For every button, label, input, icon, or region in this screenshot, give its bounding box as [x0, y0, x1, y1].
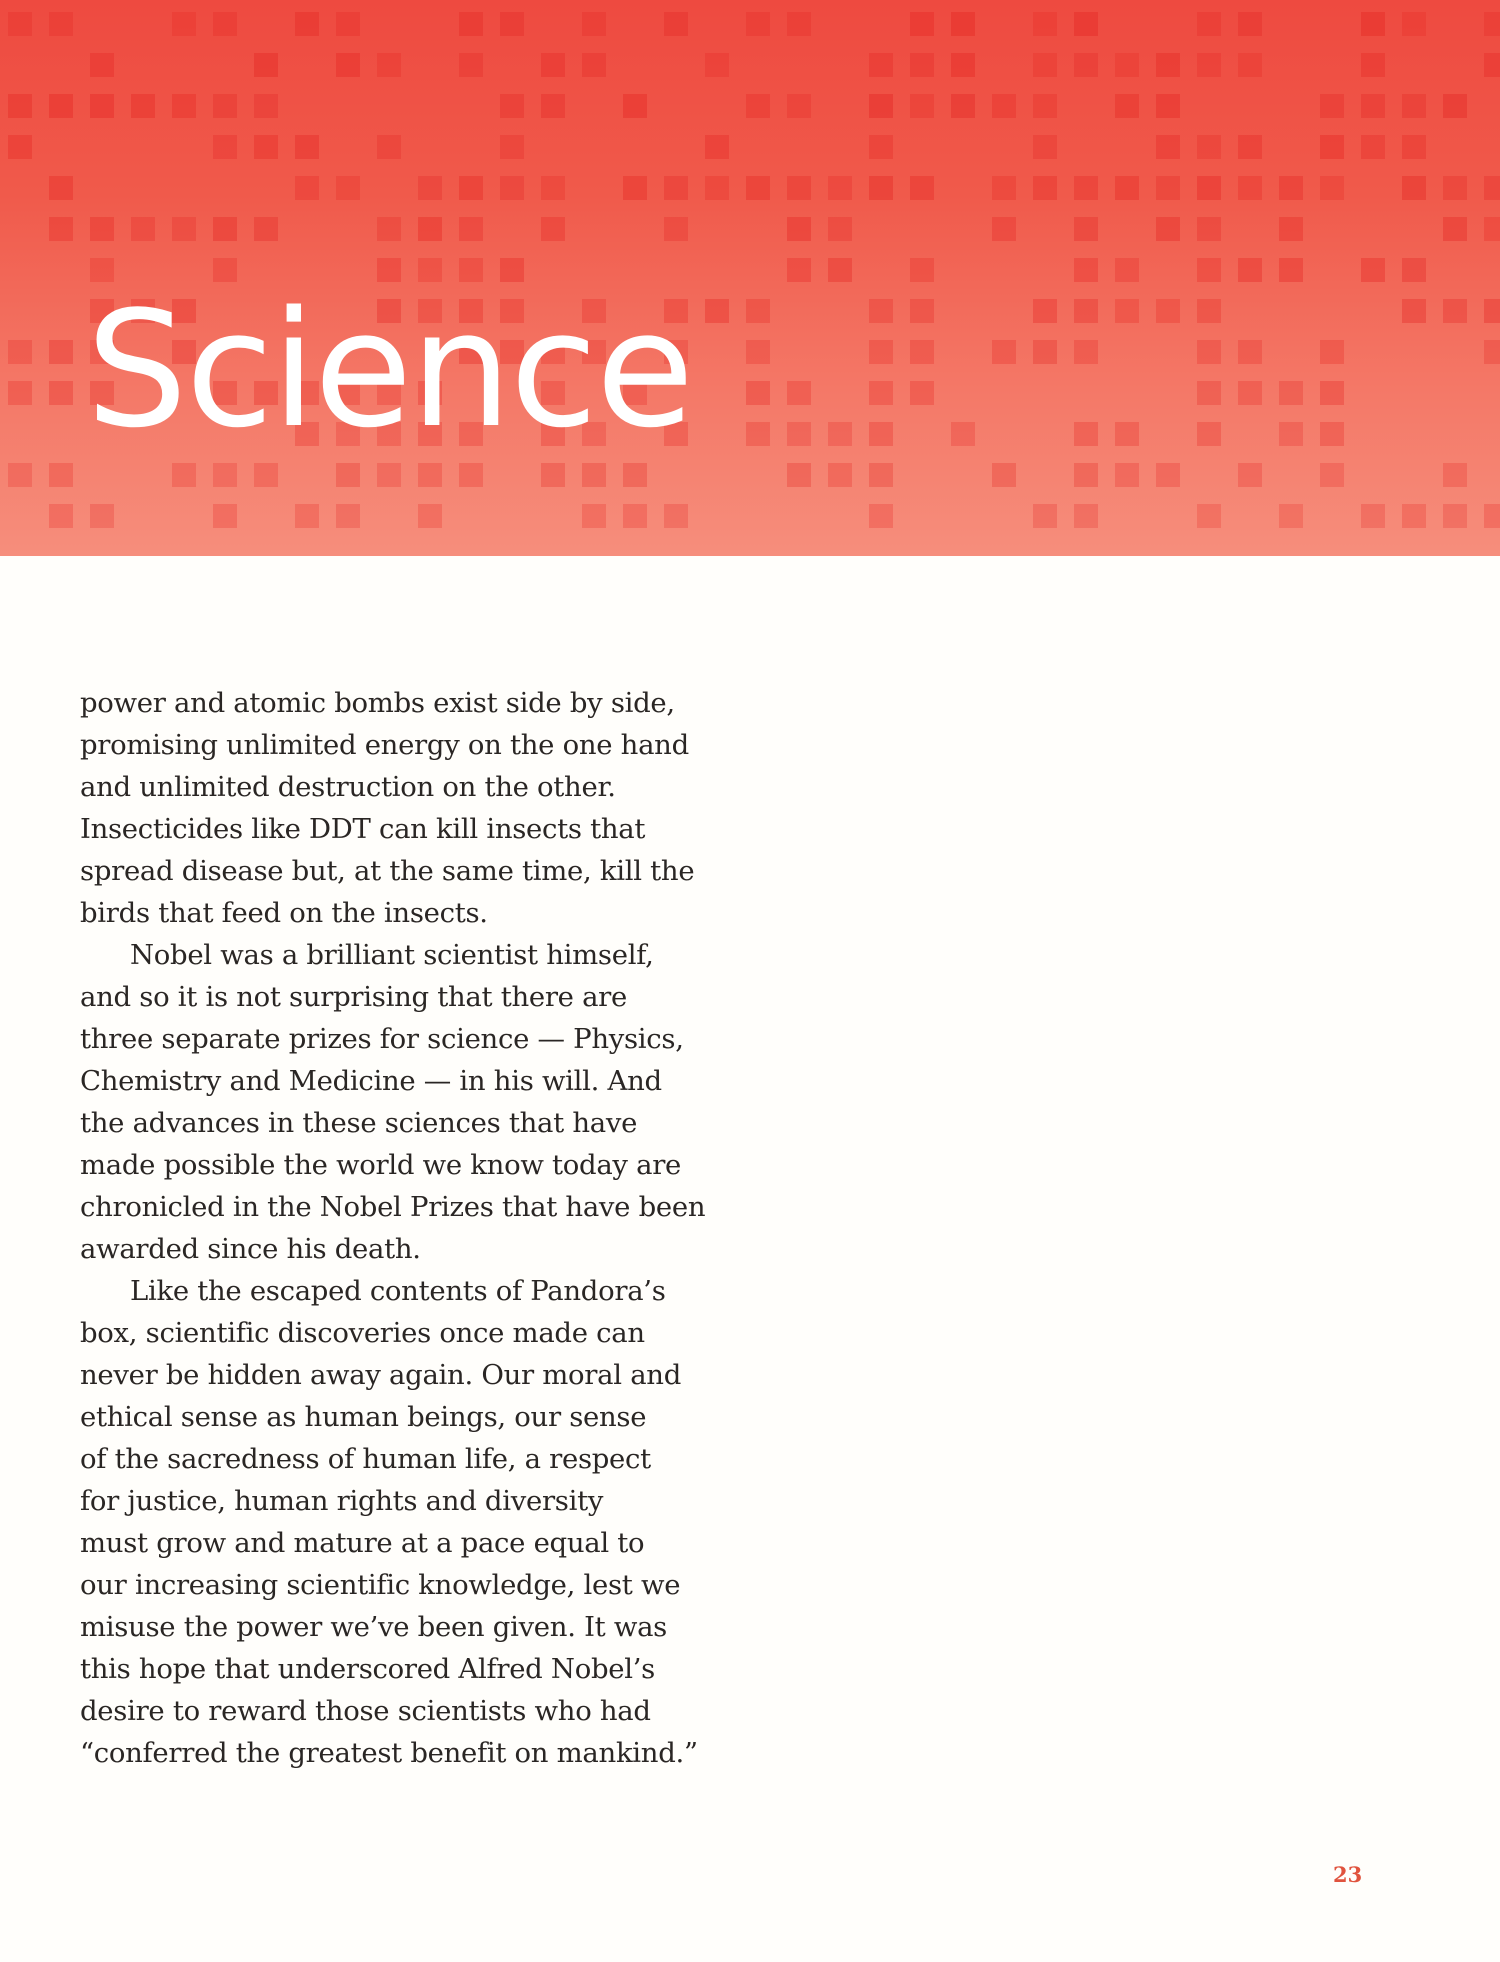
pattern-square [254, 217, 278, 241]
pattern-square [254, 463, 278, 487]
pattern-square [1156, 135, 1180, 159]
pattern-square [213, 504, 237, 528]
pattern-square [910, 94, 934, 118]
pattern-square [213, 135, 237, 159]
pattern-square [910, 340, 934, 364]
pattern-square [623, 504, 647, 528]
pattern-square [49, 504, 73, 528]
pattern-square [172, 94, 196, 118]
pattern-square [1238, 340, 1262, 364]
pattern-square [377, 135, 401, 159]
pattern-square [1115, 176, 1139, 200]
pattern-square [1033, 53, 1057, 77]
pattern-square [1361, 504, 1385, 528]
pattern-square [8, 463, 32, 487]
pattern-square [623, 176, 647, 200]
pattern-square [500, 135, 524, 159]
pattern-square [336, 176, 360, 200]
pattern-square [1279, 258, 1303, 282]
pattern-square [1443, 217, 1467, 241]
pattern-square [582, 53, 606, 77]
pattern-square [828, 217, 852, 241]
pattern-square [500, 12, 524, 36]
pattern-square [664, 504, 688, 528]
paragraph-1: power and atomic bombs exist side by side, promising unlimited energy on the one hand and unlimited destruction on the other. Insecticides like DDT can kill insects that spread disease but, at the same time, kill the birds that feed on the insects. [80, 687, 695, 929]
pattern-square [828, 422, 852, 446]
pattern-square [1238, 381, 1262, 405]
pattern-square [1443, 299, 1467, 323]
pattern-square [1074, 258, 1098, 282]
pattern-square [1156, 94, 1180, 118]
pattern-square [869, 340, 893, 364]
pattern-square [336, 504, 360, 528]
pattern-square [500, 94, 524, 118]
paragraph-2: Nobel was a brilliant scientist himself, and so it is not surprising that there are three separate prizes for science — Physics, Chemistry and Medicine — in his will. And the advances in these sciences that have made possible the world we know today are chronicled in the Nobel Prizes that have been awarded since his death. [80, 939, 706, 1265]
pattern-square [869, 53, 893, 77]
pattern-square [336, 12, 360, 36]
pattern-square [1197, 53, 1221, 77]
pattern-square [1238, 135, 1262, 159]
pattern-square [1484, 217, 1500, 241]
pattern-square [623, 94, 647, 118]
pattern-square [1402, 504, 1426, 528]
pattern-square [1320, 340, 1344, 364]
pattern-square [1197, 217, 1221, 241]
pattern-square [787, 422, 811, 446]
pattern-square [459, 12, 483, 36]
pattern-square [1484, 504, 1500, 528]
pattern-square [1074, 463, 1098, 487]
header-banner [0, 0, 1500, 556]
pattern-square [254, 53, 278, 77]
pattern-square [664, 176, 688, 200]
pattern-square [746, 422, 770, 446]
pattern-square [664, 217, 688, 241]
pattern-square [377, 53, 401, 77]
pattern-square [1238, 53, 1262, 77]
pattern-square [1115, 299, 1139, 323]
pattern-square [1279, 504, 1303, 528]
pattern-square [1033, 12, 1057, 36]
pattern-square [1197, 258, 1221, 282]
pattern-square [8, 94, 32, 118]
pattern-square [1033, 94, 1057, 118]
pattern-square [992, 217, 1016, 241]
pattern-square [992, 176, 1016, 200]
pattern-square [1074, 53, 1098, 77]
pattern-square [1361, 12, 1385, 36]
pattern-square [992, 463, 1016, 487]
pattern-square [1279, 381, 1303, 405]
pattern-square [910, 299, 934, 323]
pattern-square [1443, 176, 1467, 200]
page-number: 23 [1333, 1862, 1363, 1887]
page-title: Science [86, 276, 693, 463]
pattern-square [951, 94, 975, 118]
pattern-square [90, 217, 114, 241]
pattern-square [1361, 258, 1385, 282]
pattern-square [213, 217, 237, 241]
pattern-square [418, 504, 442, 528]
pattern-square [1320, 94, 1344, 118]
pattern-square [705, 299, 729, 323]
pattern-square [869, 504, 893, 528]
pattern-square [705, 176, 729, 200]
pattern-square [295, 12, 319, 36]
pattern-square [49, 176, 73, 200]
pattern-square [746, 299, 770, 323]
pattern-square [1361, 53, 1385, 77]
pattern-square [1443, 463, 1467, 487]
pattern-square [869, 299, 893, 323]
pattern-square [1115, 258, 1139, 282]
pattern-square [49, 463, 73, 487]
pattern-square [910, 258, 934, 282]
pattern-square [1238, 12, 1262, 36]
pattern-square [1361, 135, 1385, 159]
pattern-square [1156, 53, 1180, 77]
pattern-square [664, 12, 688, 36]
pattern-square [1197, 381, 1221, 405]
pattern-square [1402, 135, 1426, 159]
pattern-square [213, 94, 237, 118]
pattern-square [1074, 299, 1098, 323]
pattern-square [746, 176, 770, 200]
pattern-square [1402, 176, 1426, 200]
pattern-square [541, 176, 565, 200]
pattern-square [1074, 217, 1098, 241]
pattern-square [541, 94, 565, 118]
pattern-square [869, 176, 893, 200]
pattern-square [1074, 12, 1098, 36]
pattern-square [910, 381, 934, 405]
pattern-square [49, 12, 73, 36]
pattern-square [213, 12, 237, 36]
pattern-square [459, 176, 483, 200]
pattern-square [459, 463, 483, 487]
pattern-square [1074, 340, 1098, 364]
pattern-square [1033, 135, 1057, 159]
pattern-square [1402, 12, 1426, 36]
pattern-square [131, 94, 155, 118]
pattern-square [1484, 12, 1500, 36]
pattern-square [8, 340, 32, 364]
pattern-square [746, 12, 770, 36]
pattern-square [705, 135, 729, 159]
pattern-square [582, 504, 606, 528]
pattern-square [582, 463, 606, 487]
pattern-square [459, 53, 483, 77]
pattern-square [172, 463, 196, 487]
pattern-square [541, 53, 565, 77]
pattern-square [1115, 53, 1139, 77]
pattern-square [1320, 381, 1344, 405]
pattern-square [1033, 176, 1057, 200]
article-body [80, 682, 740, 1774]
pattern-square [1320, 176, 1344, 200]
pattern-square [1033, 504, 1057, 528]
pattern-square [1156, 299, 1180, 323]
pattern-square [623, 463, 647, 487]
pattern-square [746, 381, 770, 405]
pattern-square [705, 53, 729, 77]
pattern-square [49, 381, 73, 405]
pattern-square [1156, 463, 1180, 487]
pattern-square [828, 463, 852, 487]
pattern-square [1443, 94, 1467, 118]
pattern-square [418, 176, 442, 200]
pattern-square [1197, 299, 1221, 323]
pattern-square [1115, 422, 1139, 446]
pattern-square [1156, 176, 1180, 200]
pattern-square [1402, 258, 1426, 282]
pattern-square [90, 94, 114, 118]
pattern-square [8, 381, 32, 405]
pattern-square [1402, 299, 1426, 323]
pattern-square [254, 94, 278, 118]
pattern-square [1074, 176, 1098, 200]
pattern-square [992, 94, 1016, 118]
pattern-square [869, 94, 893, 118]
pattern-square [1279, 217, 1303, 241]
pattern-square [1484, 53, 1500, 77]
pattern-square [1484, 176, 1500, 200]
pattern-square [8, 135, 32, 159]
pattern-square [951, 422, 975, 446]
pattern-square [1074, 504, 1098, 528]
pattern-square [541, 463, 565, 487]
pattern-square [49, 217, 73, 241]
pattern-square [500, 176, 524, 200]
pattern-square [869, 422, 893, 446]
pattern-square [910, 176, 934, 200]
pattern-square [1320, 422, 1344, 446]
pattern-square [869, 135, 893, 159]
pattern-square [1279, 176, 1303, 200]
pattern-square [254, 135, 278, 159]
pattern-square [828, 176, 852, 200]
pattern-square [377, 217, 401, 241]
pattern-square [1238, 463, 1262, 487]
pattern-square [90, 504, 114, 528]
pattern-square [213, 463, 237, 487]
pattern-square [1361, 94, 1385, 118]
pattern-square [1279, 422, 1303, 446]
pattern-square [787, 258, 811, 282]
pattern-square [541, 217, 565, 241]
pattern-square [1197, 422, 1221, 446]
pattern-square [1402, 94, 1426, 118]
pattern-square [1197, 12, 1221, 36]
pattern-square [992, 340, 1016, 364]
pattern-square [1197, 504, 1221, 528]
pattern-square [1484, 299, 1500, 323]
pattern-square [1156, 217, 1180, 241]
pattern-square [582, 12, 606, 36]
pattern-square [1033, 299, 1057, 323]
pattern-square [295, 135, 319, 159]
pattern-square [131, 217, 155, 241]
pattern-square [910, 53, 934, 77]
pattern-square [1033, 340, 1057, 364]
pattern-square [787, 12, 811, 36]
pattern-square [1320, 463, 1344, 487]
pattern-square [828, 258, 852, 282]
pattern-square [172, 12, 196, 36]
pattern-square [951, 53, 975, 77]
pattern-square [1074, 422, 1098, 446]
pattern-square [951, 12, 975, 36]
pattern-square [1238, 176, 1262, 200]
pattern-square [787, 217, 811, 241]
pattern-square [295, 176, 319, 200]
pattern-square [1115, 94, 1139, 118]
pattern-square [869, 463, 893, 487]
pattern-square [49, 340, 73, 364]
pattern-square [1484, 340, 1500, 364]
pattern-square [1443, 504, 1467, 528]
pattern-square [1238, 258, 1262, 282]
pattern-square [869, 381, 893, 405]
pattern-square [377, 463, 401, 487]
pattern-square [49, 94, 73, 118]
pattern-square [1197, 176, 1221, 200]
pattern-square [172, 217, 196, 241]
pattern-square [418, 217, 442, 241]
pattern-square [418, 463, 442, 487]
pattern-square [910, 12, 934, 36]
pattern-square [746, 94, 770, 118]
pattern-square [787, 381, 811, 405]
pattern-square [787, 176, 811, 200]
pattern-square [1197, 135, 1221, 159]
pattern-square [787, 94, 811, 118]
pattern-square [90, 53, 114, 77]
pattern-square [8, 12, 32, 36]
pattern-square [1320, 135, 1344, 159]
pattern-square [787, 463, 811, 487]
pattern-square [459, 217, 483, 241]
pattern-square [295, 504, 319, 528]
paragraph-3: Like the escaped contents of Pandora’s box, scientific discoveries once made can never be hidden away again. Our moral and ethical sense as human beings, our sense of the sacredness of human life, a respect for justice, human rights and diversity must grow and mature at a pace equal to our increasing scientific knowledge, lest we misuse the power we’ve been given. It was this hope that underscored Alfred Nobel’s desire to reward those scientists who had “conferred the greatest benefit on mankind.” [80, 1275, 698, 1769]
pattern-square [336, 463, 360, 487]
pattern-square [746, 340, 770, 364]
pattern-square [1115, 463, 1139, 487]
pattern-square [336, 53, 360, 77]
pattern-square [1197, 340, 1221, 364]
